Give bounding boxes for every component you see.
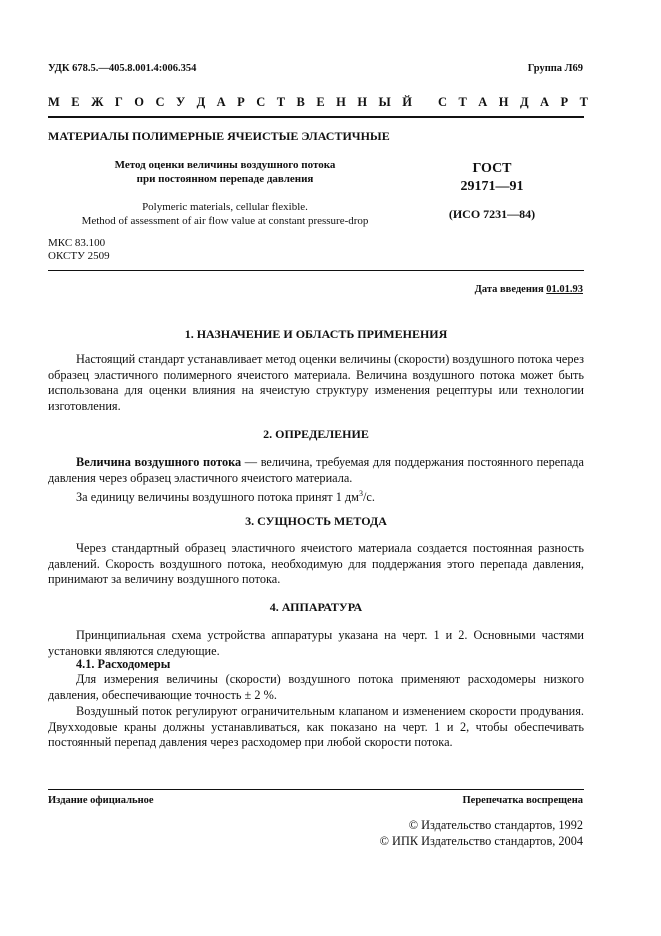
- introduction-date: [475, 284, 583, 295]
- subsection-4-1-text-2: Воздушный поток регулируют ограничительным клапаном и изменением скорости продувания. Двухходовые краны должны устанавливаться, как показано на черт. 1 и 2, чтобы обеспечивать постоянный перепад давления через расходомер при любой скорости потока.: [48, 704, 584, 749]
- footer-rule: [48, 789, 584, 790]
- udk-code: УДК 678.5.—405.8.001.4:006.354: [48, 63, 197, 74]
- method-title-en-line1: Polymeric materials, cellular flexible.: [142, 201, 308, 213]
- interstate-letter: О: [134, 95, 145, 109]
- interstate-letter: С: [256, 95, 266, 109]
- section-2-title: 2. ОПРЕДЕЛЕНИЕ: [263, 427, 369, 441]
- subsection-4-1-title: 4.1. Расходомеры: [76, 657, 171, 671]
- interstate-letter: У: [175, 95, 186, 109]
- interstate-letter: Е: [71, 95, 80, 109]
- okstu-code: ОКСТУ 2509: [48, 250, 110, 262]
- gost-number: 29171—91: [460, 179, 524, 194]
- copyright-1992: © Издательство стандартов, 1992: [408, 818, 583, 832]
- section-4-title: 4. АППАРАТУРА: [269, 600, 363, 614]
- interstate-letter: Н: [498, 95, 509, 109]
- unit-text: За единицу величины воздушного потока принят 1 дм: [76, 490, 359, 505]
- header-rule: [48, 116, 584, 118]
- unit-superscript: 3: [358, 489, 363, 498]
- interstate-letter: Й: [402, 95, 412, 109]
- method-title-ru-line2: при постоянном перепаде давления: [136, 173, 314, 185]
- mks-code: МКС 83.100: [48, 237, 106, 249]
- interstate-letter: Д: [196, 95, 206, 109]
- section-4-text: Принципиальная схема устройства аппаратуры указана на черт. 1 и 2. Основными частями установки являются следующие.: [48, 628, 584, 658]
- subsection-4-1-text-1: Для измерения величины (скорости) воздушного потока применяют расходомеры низкого давления, обеспечивающие точность ± 2 %.: [48, 672, 584, 702]
- iso-reference: (ИСО 7231—84): [448, 207, 536, 221]
- interstate-letter: С: [438, 95, 448, 109]
- interstate-letter: А: [540, 95, 550, 109]
- interstate-letter: Ы: [378, 95, 391, 109]
- interstate-letter: А: [478, 95, 488, 109]
- method-title-en: [48, 200, 402, 228]
- title-rule: [48, 270, 584, 271]
- unit-suffix: /с.: [362, 490, 375, 505]
- section-3-text: Через стандартный образец эластичного ячеистого материала создается постоянная разность давлений. Скорость воздушного потока, необходимую для поддержания этого перепада давления, принимают за величину воздушного потока.: [48, 541, 584, 586]
- method-title-en-line2: Method of assessment of air flow value at constant pressure-drop: [81, 215, 369, 227]
- interstate-letter: Т: [579, 95, 588, 109]
- interstate-letter: А: [216, 95, 226, 109]
- section-2-unit: [48, 486, 584, 506]
- group-code: Группа Л69: [527, 63, 583, 74]
- reprint-prohibited-label: Перепечатка воспрещена: [462, 795, 583, 806]
- interstate-letter: В: [296, 95, 305, 109]
- interstate-letter: [423, 95, 426, 110]
- interstate-letter: Е: [316, 95, 325, 109]
- document-title: МАТЕРИАЛЫ ПОЛИМЕРНЫЕ ЯЧЕИСТЫЕ ЭЛАСТИЧНЫЕ: [48, 129, 390, 143]
- interstate-letter: Т: [276, 95, 286, 109]
- interstate-letter: С: [155, 95, 165, 109]
- interstate-letter: М: [48, 95, 60, 109]
- definition-text: — величина, требуемая для поддержания постоянного перепада давления через образец эластичного ячеистого материала.: [48, 455, 584, 485]
- definition-term: Величина воздушного потока: [76, 455, 242, 469]
- gost-label: ГОСТ: [472, 161, 512, 176]
- official-edition-label: Издание официальное: [48, 795, 154, 806]
- introduction-date-value: 01.01.93: [546, 284, 583, 295]
- section-2-definition: [48, 455, 584, 486]
- interstate-letter: Р: [237, 95, 245, 109]
- method-title-ru-line1: Метод оценки величины воздушного потока: [114, 159, 336, 171]
- interstate-letter: Т: [458, 95, 467, 109]
- introduction-date-label: Дата введения: [474, 284, 547, 295]
- method-title-ru: [60, 158, 390, 186]
- interstate-letter: Р: [560, 95, 569, 109]
- interstate-letter: Г: [114, 95, 123, 109]
- classification-codes: [48, 237, 110, 263]
- section-3-title: 3. СУЩНОСТЬ МЕТОДА: [245, 514, 387, 528]
- section-1-title: 1. НАЗНАЧЕНИЕ И ОБЛАСТЬ ПРИМЕНЕНИЯ: [184, 327, 448, 341]
- gost-designation: [432, 160, 552, 196]
- interstate-letter: Н: [336, 95, 346, 109]
- interstate-letter: Д: [519, 95, 529, 109]
- copyright-2004: © ИПК Издательство стандартов, 2004: [379, 834, 583, 848]
- interstate-letter: Ж: [91, 95, 104, 109]
- interstate-standard-heading: [48, 95, 588, 110]
- section-1-text: Настоящий стандарт устанавливает метод оценки величины (скорости) воздушного потока через образец эластичного полимерного ячеистого материала. Величина воздушного потока может быть использована для оценки влияния на ячеистую структуру изменения рецептуры или технологии изготовления.: [48, 352, 584, 413]
- interstate-letter: Н: [357, 95, 368, 109]
